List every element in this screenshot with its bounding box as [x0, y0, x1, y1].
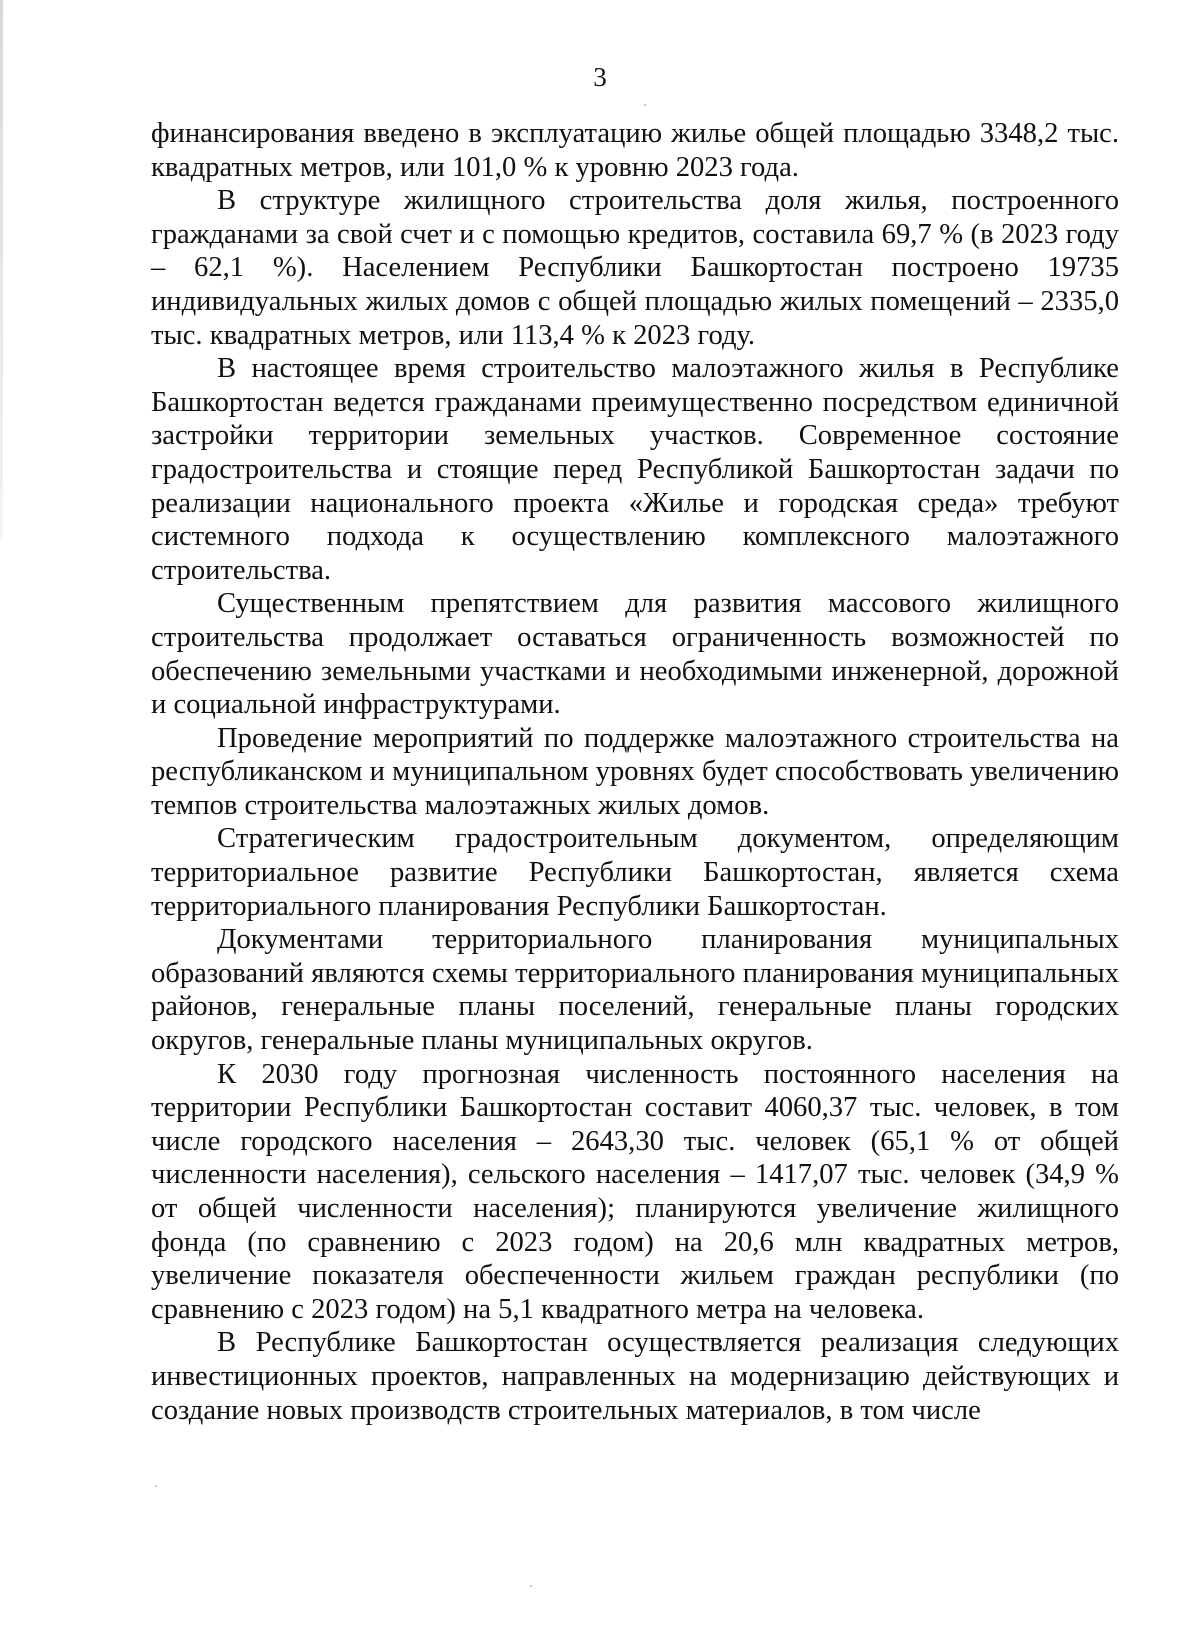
paragraph-2: В структуре жилищного строительства доля жилья, построенного гражданами за свой счет и с помощью кредитов, составила 69,7 % (в 2023 году – 62,1 %). Населением Республики Башкортостан построено 19735 индивидуальных жилых домов с общей площадью жилых помещений – 2335,0 тыс. квадратных метров, или 113,4 % к 2023 году.	[151, 185, 1119, 351]
paragraph-3: В настоящее время строительство малоэтажного жилья в Республике Башкортостан ведется гражданами преимущественно посредством единичной застройки территории земельных участков. Современное состояние градостроительства и стоящие перед Республикой Башкортостан задачи по реализации национального проекта «Жилье и городская среда» требуют системного подхода к осуществлению комплексного малоэтажного строительства.	[151, 353, 1119, 586]
scan-speck	[644, 104, 646, 106]
paragraph-8: К 2030 году прогнозная численность постоянного населения на территории Республики Башкортостан составит 4060,37 тыс. человек, в том числе городского населения – 2643,30 тыс. человек (65,1 % от общей численности населения), сельского населения – 1417,07 тыс. человек (34,9 % от общей численности населения); планируются увеличение жилищного фонда (по сравнению с 2023 годом) на 20,6 млн квадратных метров, увеличение показателя обеспеченности жильем граждан республики (по сравнению с 2023 годом) на 5,1 квадратного метра на человека.	[151, 1058, 1119, 1325]
scan-speck	[155, 1485, 157, 1487]
paragraph-6: Стратегическим градостроительным документом, определяющим территориальное развитие Республики Башкортостан, является схема территориального планирования Республики Башкортостан.	[151, 823, 1119, 922]
paragraph-5: Проведение мероприятий по поддержке малоэтажного строительства на республиканском и муниципальном уровнях будет способствовать увеличению темпов строительства малоэтажных жилых домов.	[151, 722, 1119, 821]
paragraph-7: Документами территориального планирования муниципальных образований являются схемы территориального планирования муниципальных районов, генеральные планы поселений, генеральные планы городских округов, генеральные планы муниципальных округов.	[151, 924, 1119, 1057]
paragraph-9: В Республике Башкортостан осуществляется реализация следующих инвестиционных проектов, направленных на модернизацию действующих и создание новых производств строительных материалов, в том числе	[151, 1327, 1119, 1426]
document-body	[151, 117, 1119, 1427]
scan-speck	[530, 1585, 532, 1587]
page-number: 3	[593, 62, 607, 92]
paragraph-1-continuation: финансирования введено в эксплуатацию жилье общей площадью 3348,2 тыс. квадратных метров, или 101,0 % к уровню 2023 года.	[151, 118, 1119, 183]
paragraph-4: Существенным препятствием для развития массового жилищного строительства продолжает оставаться ограниченность возможностей по обеспечению земельными участками и необходимыми инженерной, дорожной и социальной инфраструктурами.	[151, 588, 1119, 721]
